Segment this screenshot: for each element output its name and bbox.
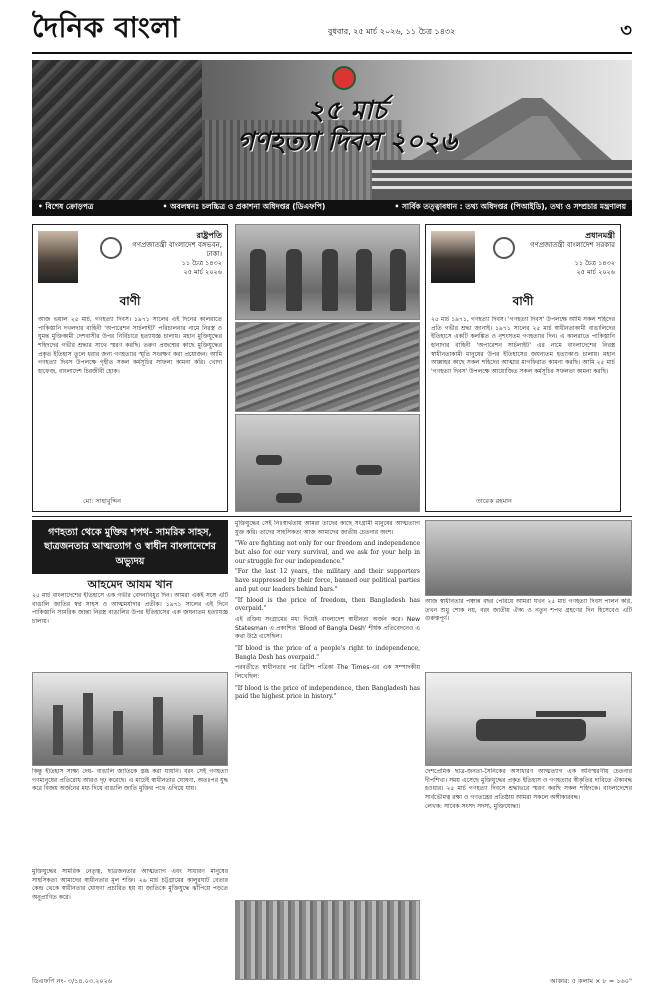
newspaper-logo: দৈনিক বাংলা <box>32 11 180 44</box>
tank-gun <box>536 711 606 717</box>
aftermath-photo <box>235 322 420 412</box>
message-role <box>126 231 222 260</box>
building-pillar <box>153 697 163 755</box>
photo-figure <box>256 455 282 465</box>
government-emblem-icon <box>332 66 356 90</box>
article-quote: "If blood is the price of a people's right to independence, Bangla Desh has overpaid." <box>235 644 420 661</box>
role-title: রাষ্ট্রপতি <box>196 231 222 240</box>
message-body <box>38 316 222 501</box>
banner-bar-item: • বিশেষ ক্রোড়পত্র <box>38 202 93 214</box>
building-pillar <box>193 715 203 755</box>
article-paragraph: দেশপ্রেমিক ছাত্র-জনতা-সৈনিকের অসাধারণ আত্মত্যাগ এক অবিস্মরণীয় চেতনার দীপশিখা। সময় এসেছে মুক্তিযুদ্ধের প্রকৃত ইতিহাস ও গণহত্যার স্বীকৃতির দাবিতে ঐক্যবদ্ধ হওয়ার। ২৫ মার্চ গণহত্যা দিবসে শ্রদ্ধাভরে স্মরণ করছি সকল শহিদকে। বাংলাদেশের সার্বভৌমত্ব রক্ষা ও গণতন্ত্রের প্রতিষ্ঠায় আমরা সকলে অঙ্গীকারবদ্ধ। <box>425 768 632 802</box>
article-column-2 <box>235 520 420 898</box>
bangabhaban-seal-icon <box>100 237 122 259</box>
footer-size: আকার: ৫ কলাম × ৮ = ১৬০" <box>549 977 632 985</box>
article-title: গণহত্যা থেকে মুক্তির শপথ- সামরিক সাহস, ছাত্রজনতার আত্মত্যাগ ও স্বাধীন বাংলাদেশের অভ্যুদয় <box>32 520 228 574</box>
tank-body <box>476 719 586 741</box>
field-bodies-photo <box>235 414 420 512</box>
refugees-march-photo <box>235 900 420 980</box>
message-body: ২৫ মার্চ ১৯৭১, গণহত্যা দিবস। 'গণহত্যা দিবস' উপলক্ষে আমি সকল শহিদের প্রতি গভীর শ্রদ্ধা জানাই। ১৯৭১ সালের ২৫ মার্চ স্বাধীনতাকামী বাঙালিদের ইতিহাসে একটি কলঙ্কিত ও নৃশংসতম গণহত্যার দিন। এ কালরাতে পাকিস্তানি হানাদার বাহিনী 'অপারেশন সার্চলাইট' এর নামে বাংলাদেশের নিরস্ত্র স্বাধীনতাকামী মানুষের উপর ইতিহাসের জঘন্যতম হত্যাকাণ্ড চালায়। মহান আল্লাহর কাছে সকল শহিদের আত্মার মাগফিরাত কামনা করছি। আমি ২৫ মার্চ 'গণহত্যা দিবস' উপলক্ষে আয়োজিত সকল কর্মসূচির সফলতা কামনা করছি। <box>431 316 615 376</box>
article-column-1-cont: কিন্তু ইতিহাস সাক্ষ্য দেয়- বাঙালি জাতিকে স্তব্ধ করা যায়নি। বরং সেই গণহত্যা গণমানুষের প্রতিরোধ আরও দৃঢ় করেছে। এ মার্চেই স্বাধীনতার ঘোষণা, অতঃপর যুদ্ধ করে বিজয় অর্জনের মধ্য দিয়ে বাঙালি জাতি মুক্তির পথে এগিয়ে যায়। <box>32 768 228 793</box>
banner-bar-item: • অবলম্বনঃ চলচ্চিত্র ও প্রকাশনা অধিদপ্তর (ডিএফপি) <box>163 202 326 214</box>
article-quote: "If blood is the price of freedom, then Bangladesh has overpaid." <box>235 596 420 613</box>
soldiers-photo <box>235 224 420 320</box>
photo-figure <box>306 475 332 485</box>
building-pillar <box>53 705 63 755</box>
article-paragraph: পরবর্তীতে স্বাধীনতার পর ব্রিটিশ পত্রিকা The Times-এর এক সম্পাদকীয় লিখেছিল: <box>235 664 420 680</box>
message-header <box>38 229 222 291</box>
message-heading: বাণী <box>512 294 534 308</box>
photo-figure <box>276 493 302 503</box>
government-seal-icon <box>493 237 515 259</box>
article-author-note: লেখক: সাবেক সংসদ সদস্য, মুক্তিযোদ্ধা। <box>425 802 521 810</box>
section-divider <box>32 516 632 517</box>
role-sub: গণপ্রজাতন্ত্রী বাংলাদেশ বঙ্গভবন, ঢাকা। <box>132 241 222 259</box>
message-closing: খোদা হাফেজ, বাংলাদেশ চিরজীবী হোক। <box>38 359 222 376</box>
soldier-figure <box>286 249 302 311</box>
article-quote: "If blood is the price of independence, then Bangladesh has paid the highest price in history." <box>235 684 420 701</box>
message-header <box>431 229 615 291</box>
building-pillar <box>113 711 123 755</box>
article-column-1-end: মুক্তিযুদ্ধের সামরিক নেতৃত্ব, ছাত্রজনতার আত্মত্যাগ এবং সাধারণ মানুষের সাহসিকতা আমাদের স্বাধীনতার মূল শক্তি। ২৬ মার্চ চট্টগ্রামের কালুরঘাট বেতার কেন্দ্র থেকে স্বাধীনতার ঘোষণা প্রচারিত হয় যা জাতিকে মুক্তিযুদ্ধে ঝাঁপিয়ে পড়তে অনুপ্রাণিত করে। <box>32 868 228 902</box>
article-quote: "We are fighting not only for our freedom and independence but also for our very survival, and we ask for your help in our struggle for our independence." <box>235 540 420 565</box>
soldier-figure <box>250 249 266 311</box>
banner-credit-bar <box>32 200 632 216</box>
page-number: ৩ <box>620 20 632 41</box>
banner-title-line2: গণহত্যা দিবস ২০২৬ <box>237 127 457 158</box>
bicycle-street-photo <box>425 520 632 596</box>
article-column-3: আজ স্বাধীনতার পঞ্চান্ন বছর পেরিয়ে আমরা যখন ২৫ মার্চ গণহত্যা দিবস পালন করি, তখন শুধু শোক নয়, বরং জাতীয় ঐক্য ও নতুন শপথ গ্রহণের দিন হিসেবেও এটি গুরুত্বপূর্ণ। <box>425 598 632 623</box>
banner-title <box>222 96 472 158</box>
banner-image <box>32 60 632 200</box>
article-author: আহমেদ আযম খান <box>87 578 173 591</box>
prime-minister-message-box <box>425 224 621 512</box>
message-role <box>523 231 615 250</box>
banner-bar-item: • সার্বিক তত্ত্বাবধান : তথ্য অধিদপ্তর (পিআইডি), তথ্য ও সম্প্রচার মন্ত্রণালয় <box>395 202 626 214</box>
message-body-text: আজ ভয়াল ২৫ মার্চ, গণহত্যা দিবস। ১৯৭১ সালের এই দিনের কালরাতে পাকিস্তানি দখলদার বাহিনী 'অপারেশন সার্চলাইট' পরিচালনার নামে নিরস্ত্র ও ঘুমন্ত মুক্তিকামী দেশবাসীর উপর নির্বিচারে হত্যাযজ্ঞ চালায়। মহান মুক্তিযুদ্ধের শহিদদের গভীর শ্রদ্ধার সাথে স্মরণ করছি। তরুণ প্রজন্মের কাছে মুক্তিযুদ্ধের প্রকৃত ইতিহাস তুলে ধরার জন্য গণহত্যার স্মৃতি সংরক্ষণ করা প্রয়োজন। আমি গণহত্যা দিবস উপলক্ষে গৃহীত সকল কর্মসূচির সাফল্য কামনা করি। <box>38 316 222 367</box>
role-title: প্রধানমন্ত্রী <box>585 231 615 240</box>
article-paragraph: এই রক্তিয় সংগ্রামের মধ্য দিয়েই বাংলাদেশ স্বাধীনতা অর্জন করে। New Statesman এ প্রকাশিত 'Blood of Bangla Desh' শীর্ষক প্রতিবেদনেও এ কথা উঠে এসেছিল। <box>235 615 420 641</box>
damaged-building-photo <box>32 672 228 766</box>
soldier-figure <box>356 249 372 311</box>
article-column-3-cont <box>425 768 632 968</box>
article-paragraph: মুক্তিযুদ্ধের সেই নিঃস্বার্থতায় আমরা তাদের কাছে সংগ্রামী মানুষের আত্মত্যাগ যুক্ত করি। তাদের সাহসিকতা আজ আমাদের জাতীয় চেতনার অংশ। <box>235 520 420 536</box>
soldier-figure <box>322 249 338 311</box>
massacre-photo <box>32 60 202 200</box>
role-sub: গণপ্রজাতন্ত্রী বাংলাদেশ সরকার <box>530 241 615 250</box>
message-date-english: ২৫ মার্চ ২০২৬ <box>576 267 615 276</box>
president-portrait <box>38 231 78 283</box>
prime-minister-portrait <box>431 231 475 283</box>
photo-figure <box>356 465 382 475</box>
building-pillar <box>83 693 93 755</box>
banner-title-line1: ২৫ মার্চ <box>307 96 387 126</box>
masthead <box>32 6 632 54</box>
message-date-bangla: ১১ চৈত্র ১৪৩২ <box>181 259 222 267</box>
message-dates <box>126 259 222 277</box>
message-date-bangla: ১১ চৈত্র ১৪৩২ <box>574 259 615 267</box>
president-message-box <box>32 224 228 512</box>
article-quote: "For the last 12 years, the military and their supporters have suppressed by their force, banned our political parties and put our leaders behind bars." <box>235 568 420 593</box>
message-signature: তারেক রহমান <box>476 497 512 505</box>
footer-dfp-number: ডিএফপি নং- ৩/১৪.০৩.২০২৬ <box>32 977 113 985</box>
tank-photo <box>425 672 632 766</box>
message-heading: বাণী <box>119 294 141 308</box>
message-dates <box>519 259 615 277</box>
article-column-1: ২৫ মার্চ বাংলাদেশের ইতিহাসে এক গভীর বেদনাবিধুর দিন। আমরা একই সঙ্গে এটি বাঙালি জাতির স্বপ্ন সাহস ও আত্মমর্যাদার প্রতীক। ১৯৭১ সালের এই দিনে পাকিস্তানি সামরিক জান্তা নিরস্ত্র বাঙালির উপর ইতিহাসের এক জঘন্যতম হত্যাযজ্ঞ চালায়। <box>32 592 228 626</box>
date-line: বুধবার, ২৫ মার্চ ২০২৬, ১১ চৈত্র ১৪৩২ <box>328 27 456 36</box>
soldier-figure <box>390 249 406 311</box>
message-signature: মো: সাহাবুদ্দিন <box>83 497 122 505</box>
message-date-english: ২৫ মার্চ ২০২৬ <box>183 267 222 276</box>
